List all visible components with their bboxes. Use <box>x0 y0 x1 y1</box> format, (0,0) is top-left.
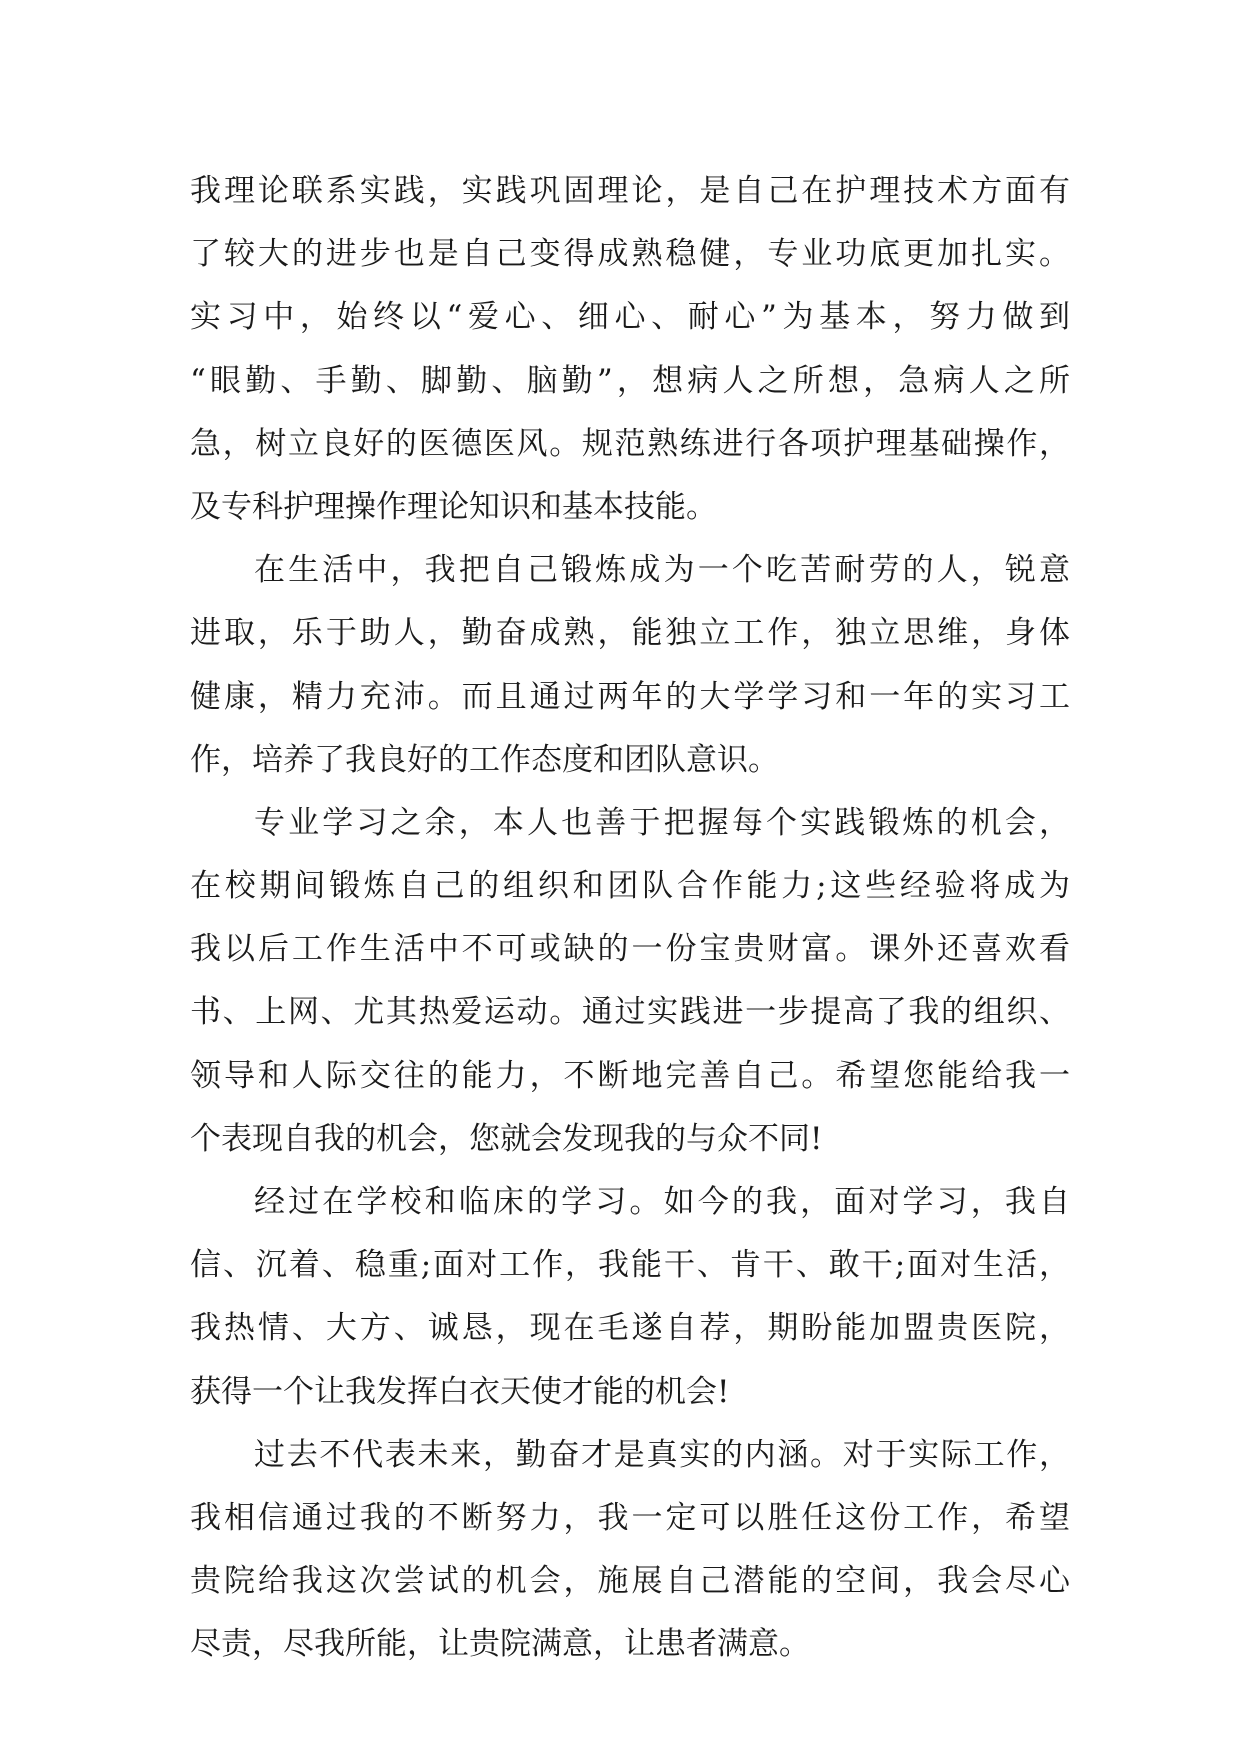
text-line: 实习中，始终以“爱心、细心、耐心”为基本，努力做到 <box>190 299 1070 336</box>
text-line: 健康，精力充沛。而且通过两年的大学学习和一年的实习工 <box>190 678 1070 715</box>
text-line: 我以后工作生活中不可或缺的一份宝贵财富。课外还喜欢看 <box>190 931 1070 968</box>
text-line: 个表现自我的机会，您就会发现我的与众不同! <box>190 1120 823 1157</box>
paragraph-5 <box>190 1424 1070 1677</box>
text-line: 及专科护理操作理论知识和基本技能。 <box>190 488 717 525</box>
text-line: 急，树立良好的医德医风。规范熟练进行各项护理基础操作， <box>190 425 1070 462</box>
paragraph-3 <box>190 792 1070 1171</box>
paragraph-2 <box>190 539 1070 792</box>
text-line: 我理论联系实践，实践巩固理论，是自己在护理技术方面有 <box>190 173 1070 209</box>
text-line: 了较大的进步也是自己变得成熟稳健，专业功底更加扎实。 <box>190 236 1070 273</box>
text-line: 我相信通过我的不断努力，我一定可以胜任这份工作，希望 <box>190 1499 1070 1536</box>
text-line: 贵院给我这次尝试的机会，施展自己潜能的空间，我会尽心 <box>190 1563 1070 1600</box>
paragraph-1 <box>190 160 1070 539</box>
paragraph-4 <box>190 1171 1070 1424</box>
text-line: 我热情、大方、诚恳，现在毛遂自荐，期盼能加盟贵医院， <box>190 1310 1070 1347</box>
text-line: 领导和人际交往的能力，不断地完善自己。希望您能给我一 <box>190 1057 1070 1094</box>
text-line: 作，培养了我良好的工作态度和团队意识。 <box>190 741 779 778</box>
text-line: 在生活中，我把自己锻炼成为一个吃苦耐劳的人，锐意 <box>254 552 1070 589</box>
text-line: 尽责，尽我所能，让贵院满意，让患者满意。 <box>190 1626 810 1663</box>
text-line: 信、沉着、稳重;面对工作，我能干、肯干、敢干;面对生活， <box>190 1247 1070 1284</box>
text-line: 过去不代表未来，勤奋才是真实的内涵。对于实际工作， <box>254 1436 1070 1473</box>
text-line: “眼勤、手勤、脚勤、脑勤”，想病人之所想，急病人之所 <box>190 362 1070 399</box>
text-line: 进取，乐于助人，勤奋成熟，能独立工作，独立思维，身体 <box>190 615 1070 652</box>
text-line: 经过在学校和临床的学习。如今的我，面对学习，我自 <box>254 1184 1070 1220</box>
text-line: 获得一个让我发挥白衣天使才能的机会! <box>190 1373 730 1410</box>
document-body <box>190 160 1070 1677</box>
text-line: 书、上网、尤其热爱运动。通过实践进一步提高了我的组织、 <box>190 994 1070 1031</box>
text-line: 专业学习之余，本人也善于把握每个实践锻炼的机会， <box>254 804 1070 841</box>
text-line: 在校期间锻炼自己的组织和团队合作能力;这些经验将成为 <box>190 868 1070 905</box>
